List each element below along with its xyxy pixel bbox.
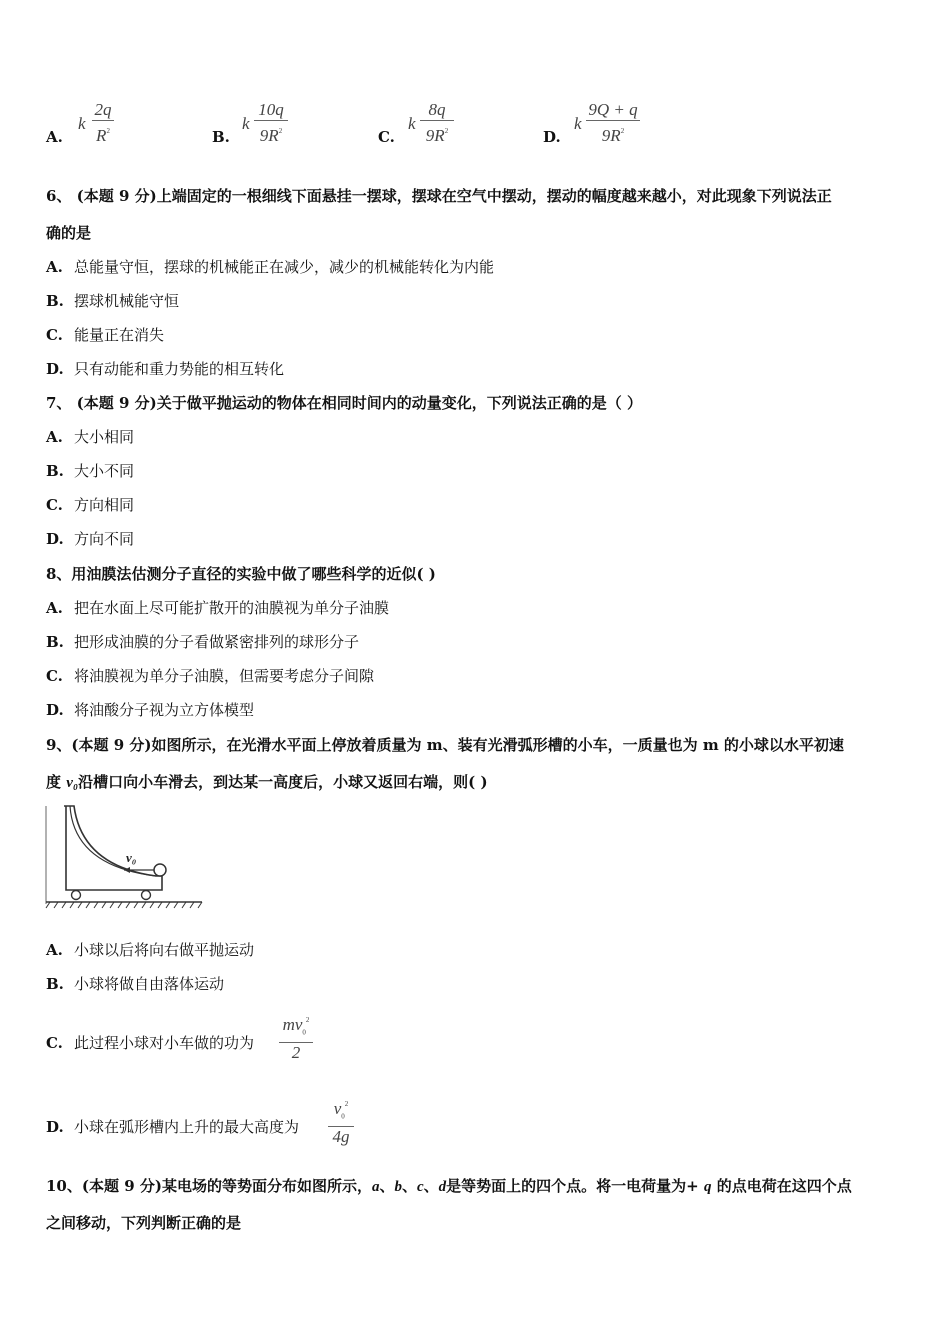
denominator: 9R xyxy=(425,126,445,145)
q9-option-d[interactable] xyxy=(46,1117,299,1137)
point-d: d xyxy=(438,1179,447,1195)
option-label: B. xyxy=(46,633,64,651)
work-fraction: $mv_0^2$ 2 xyxy=(279,1010,313,1063)
q9-option-b[interactable] xyxy=(46,974,224,994)
option-label: D. xyxy=(46,1118,64,1136)
q7-stem: 7、 (本题 9 分)关于做平抛运动的物体在相同时间内的动量变化，下列说法正确的是（ ） xyxy=(46,394,642,412)
height-fraction: $v_0^2$ 4g xyxy=(328,1094,354,1147)
option-text: 把形成油膜的分子看做紧密排列的球形分子 xyxy=(74,633,360,651)
option-label: C. xyxy=(46,667,63,685)
option-label: C. xyxy=(46,326,63,344)
q8-option-b[interactable] xyxy=(46,632,359,652)
point-c: c xyxy=(416,1179,424,1195)
velocity-label: v₀ xyxy=(126,850,137,865)
option-text: 能量正在消失 xyxy=(74,326,165,344)
numerator: mv xyxy=(282,1015,303,1034)
option-label: D. xyxy=(46,360,64,378)
numerator: v xyxy=(333,1099,342,1118)
option-label: A. xyxy=(46,599,63,617)
numerator: 9Q + q xyxy=(588,100,638,119)
option-label: B. xyxy=(46,292,64,310)
q9-option-a[interactable] xyxy=(46,940,254,960)
option-text: 小球以后将向右做平抛运动 xyxy=(74,941,255,959)
q6-option-b[interactable] xyxy=(46,291,179,311)
q9-stem-line2: 度 v₀沿槽口向小车滑去，到达某一高度后，小球又返回右端，则( ) xyxy=(46,773,488,791)
option-label: A. xyxy=(46,258,63,276)
fraction: 2q $R^2$ xyxy=(92,100,114,146)
q8-option-c[interactable] xyxy=(46,666,374,686)
point-a: a xyxy=(371,1179,380,1195)
option-label: D. xyxy=(46,530,64,548)
v0-symbol: v₀ xyxy=(66,775,79,791)
option-text: 大小不同 xyxy=(74,462,135,480)
option-text: 将油膜视为单分子油膜，但需要考虑分子间隙 xyxy=(74,667,375,685)
q9-option-c[interactable] xyxy=(46,1033,254,1053)
coefficient: k xyxy=(242,114,250,133)
option-label: C. xyxy=(46,1034,63,1052)
option-text: 将油酸分子视为立方体模型 xyxy=(74,701,255,719)
q9-stem-line1: 9、(本题 9 分)如图所示，在光滑水平面上停放着质量为 m、装有光滑弧形槽的小车，一质量也为 m 的小球以水平初速 xyxy=(46,736,844,754)
option-text: 大小相同 xyxy=(74,428,135,446)
numerator: 2q xyxy=(94,100,112,119)
charge-q: q xyxy=(703,1179,712,1195)
coefficient: k xyxy=(574,114,582,133)
fraction: 9Q + q $9R^2$ xyxy=(586,100,640,146)
ground-hatch xyxy=(46,902,202,908)
ball xyxy=(154,864,166,876)
fraction: 10q $9R^2$ xyxy=(254,100,288,146)
option-text: 此过程小球对小车做的功为 xyxy=(74,1034,255,1052)
numerator: 8q xyxy=(428,100,446,119)
q10-stem-line2: 之间移动，下列判断正确的是 xyxy=(46,1214,242,1232)
denominator: 9R xyxy=(259,126,279,145)
denominator: 4g xyxy=(332,1127,350,1147)
option-label: D. xyxy=(543,128,561,146)
coefficient: k xyxy=(78,114,86,133)
q8-option-a[interactable] xyxy=(46,598,389,618)
cart-track-figure xyxy=(44,804,206,912)
groove-curve xyxy=(70,806,156,876)
coefficient: k xyxy=(408,114,416,133)
option-label: B. xyxy=(46,462,64,480)
option-label: B. xyxy=(212,128,230,146)
option-label: A. xyxy=(46,428,63,446)
option-text: 总能量守恒，摆球的机械能正在减少，减少的机械能转化为内能 xyxy=(74,258,495,276)
q8-option-d[interactable] xyxy=(46,700,254,720)
q7-option-d[interactable] xyxy=(46,529,134,549)
wheel-icon xyxy=(142,891,151,900)
option-label: A. xyxy=(46,128,63,146)
denominator: 9R xyxy=(601,126,621,145)
denominator: R xyxy=(96,126,107,145)
option-text: 只有动能和重力势能的相互转化 xyxy=(74,360,285,378)
q6-option-a[interactable] xyxy=(46,257,494,277)
wheel-icon xyxy=(72,891,81,900)
q10-stem-line1: 10、(本题 9 分)某电场的等势面分布如图所示，a、b、c、d是等势面上的四个点。将一电荷量为+ q 的点电荷在这四个点 xyxy=(46,1177,852,1195)
option-label: A. xyxy=(46,941,63,959)
q6-option-c[interactable] xyxy=(46,325,164,345)
option-text: 小球将做自由落体运动 xyxy=(74,975,225,993)
q7-option-c[interactable] xyxy=(46,495,134,515)
q6-option-d[interactable] xyxy=(46,359,284,379)
denominator: 2 xyxy=(291,1043,301,1063)
numerator: 10q xyxy=(258,100,284,119)
q7-option-a[interactable] xyxy=(46,427,134,447)
option-text: 摆球机械能守恒 xyxy=(74,292,180,310)
cart-body xyxy=(64,806,162,890)
option-text: 方向不同 xyxy=(74,530,135,548)
option-label: C. xyxy=(378,128,395,146)
q6-stem-line2: 确的是 xyxy=(46,224,92,242)
point-b: b xyxy=(394,1179,402,1195)
option-text: 方向相同 xyxy=(74,496,135,514)
q8-stem: 8、用油膜法估测分子直径的实验中做了哪些科学的近似( ) xyxy=(46,565,436,583)
option-label: C. xyxy=(46,496,63,514)
option-label: D. xyxy=(46,701,64,719)
option-text: 小球在弧形槽内上升的最大高度为 xyxy=(74,1118,300,1136)
option-label: B. xyxy=(46,975,64,993)
q6-stem-line1: 6、 (本题 9 分)上端固定的一根细线下面悬挂一摆球，摆球在空气中摆动，摆动的幅度越来越小，对此现象下列说法正 xyxy=(46,187,832,205)
q7-option-b[interactable] xyxy=(46,461,134,481)
option-text: 把在水面上尽可能扩散开的油膜视为单分子油膜 xyxy=(74,599,390,617)
fraction: 8q $9R^2$ xyxy=(420,100,454,146)
